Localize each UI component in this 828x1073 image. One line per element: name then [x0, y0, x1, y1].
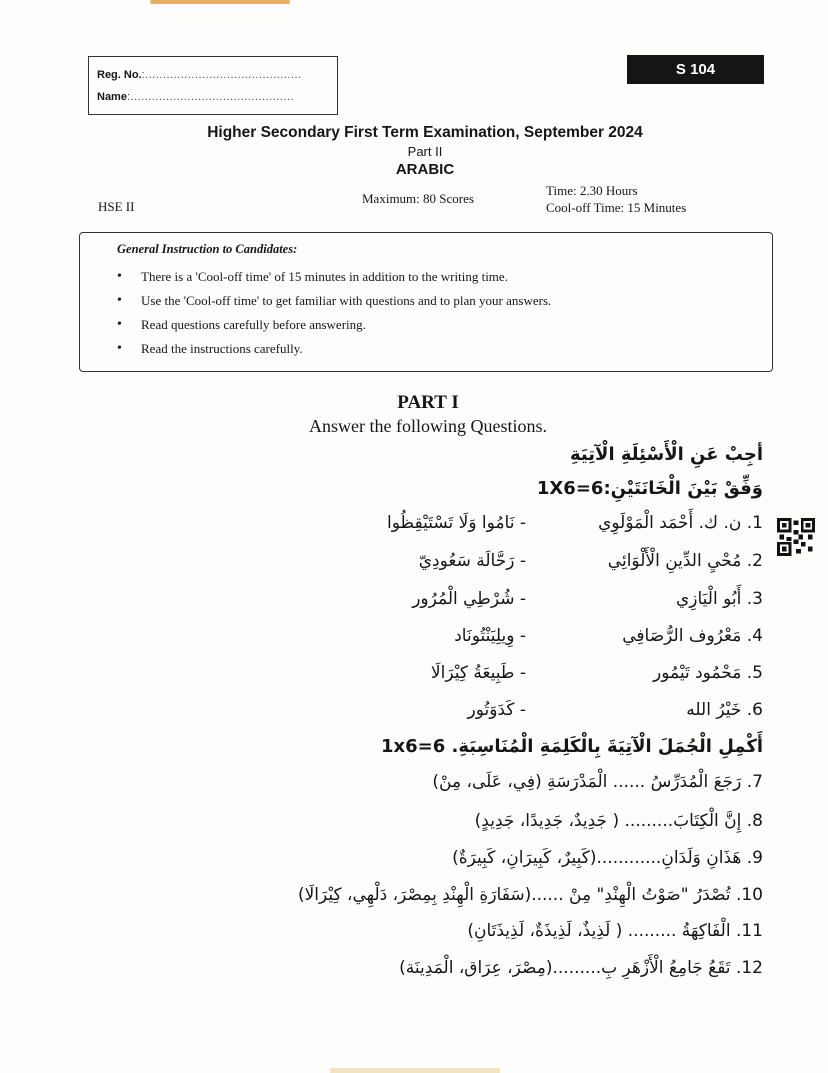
name-fill: :..............................................: [126, 91, 295, 103]
part-instruction: Answer the following Questions.: [309, 416, 547, 436]
question-8: 8. إِنَّ الْكِتَابَ......... ( جَدِيدٌ، جَدِيدًا، جَدِيدٍ): [474, 811, 763, 831]
match-left-2: 2. مُحْيِ الدِّينِ الْأَلْوَائِي: [607, 551, 763, 571]
reg-name-box: [88, 56, 338, 115]
match-right-5: - طَبِيعَةُ كِيْرَالَا: [430, 663, 526, 683]
match-left-5: 5. مَحْمُود تَيْمُور: [653, 663, 763, 683]
cool-off-label: Cool-off Time: 15 Minutes: [546, 200, 687, 215]
section-a-subheading: وَفِّقْ بَيْنَ الْخَانَتَيْنِ:1X6=6: [536, 478, 763, 499]
match-left-3: 3. أَبُو الْيَازِي: [675, 589, 763, 609]
paper-code: S 104: [627, 55, 764, 84]
part-title: PART I: [397, 392, 459, 413]
match-left-4: 4. مَعْرُوف الرُّصَافِي: [622, 626, 763, 646]
reg-no-line: [97, 65, 329, 87]
exam-title: Higher Secondary First Term Examination, September 2024: [207, 124, 643, 141]
max-scores: Maximum: 80 Scores: [362, 191, 474, 206]
top-edge-mark: [150, 0, 290, 4]
match-left-6: 6. خَيْرُ الله: [686, 700, 763, 720]
question-9: 9. هَذَانِ وَلَدَانِ............(كَبِيرٌ، كَبِيرَانِ، كَبِيرَةٌ): [452, 848, 763, 868]
question-7: 7. رَجَعَ الْمُدَرِّسُ ...... الْمَدْرَسَةِ (فِي، عَلَى، مِنْ): [432, 772, 763, 792]
reg-no-fill: :............................................: [141, 69, 302, 81]
time-block: [546, 182, 686, 216]
question-11: 11. الْفَاكِهَةُ ......... ( لَذِيذٌ، لَذِيذَةٌ، لَذِيذَتَانِ): [467, 921, 763, 941]
name-label: Name: [97, 91, 127, 103]
match-left-1: 1. ن. ك. أَحْمَد الْمَوْلَوِي: [598, 513, 763, 533]
section-b-heading: أَكْمِلِ الْجُمَلَ الْآتِيَةَ بِالْكَلِمَةِ الْمُنَاسِبَةِ. 6=1x6: [380, 736, 763, 757]
qr-code-icon: [776, 518, 816, 556]
instructions-box: [79, 232, 773, 372]
match-right-4: - وِيلِيَنْتُونَاد: [454, 626, 526, 646]
reg-no-label: Reg. No.: [97, 69, 142, 81]
instructions-list: [117, 265, 772, 361]
subject-title: ARABIC: [395, 161, 455, 178]
name-line: [97, 87, 329, 109]
class-code: HSE II: [98, 199, 135, 214]
question-10: 10. تُصْدَرُ "صَوْتُ الْهِنْدِ" مِنْ ......(سَفَارَةِ الْهِنْدِ بِمِصْرَ، دَلْهِي، كِيْرَالَا): [297, 885, 763, 905]
instruction-item: • Read the instructions carefully.: [117, 337, 772, 361]
match-right-6: - كَدَوَتُور: [467, 700, 526, 720]
instruction-item: • Read questions carefully before answering.: [117, 313, 772, 337]
instruction-item: • Use the 'Cool-off time' to get familiar with questions and to plan your answers.: [117, 289, 772, 313]
instruction-item: • There is a 'Cool-off time' of 15 minutes in addition to the writing time.: [117, 265, 772, 289]
section-a-heading: أجِبْ عَنِ الْأَسْئِلَةِ الْآتِيَةِ: [570, 444, 763, 465]
question-12: 12. تَقَعُ جَامِعُ الْأَزْهَرِ بِ.........(مِصْرَ، عِرَاق، الْمَدِينَة): [399, 958, 763, 978]
match-right-1: - نَامُوا وَلَا تَسْتَيْقِظُوا: [387, 513, 526, 533]
match-right-3: - شُرْطِي الْمُرُور: [412, 589, 526, 609]
match-right-2: - رَحَّالَة سَعُودِيّ: [418, 551, 526, 571]
instructions-heading: General Instruction to Candidates:: [117, 242, 298, 256]
part-label: Part II: [407, 144, 443, 159]
time-label: Time: 2.30 Hours: [546, 183, 638, 198]
bottom-edge-mark: [330, 1068, 500, 1073]
